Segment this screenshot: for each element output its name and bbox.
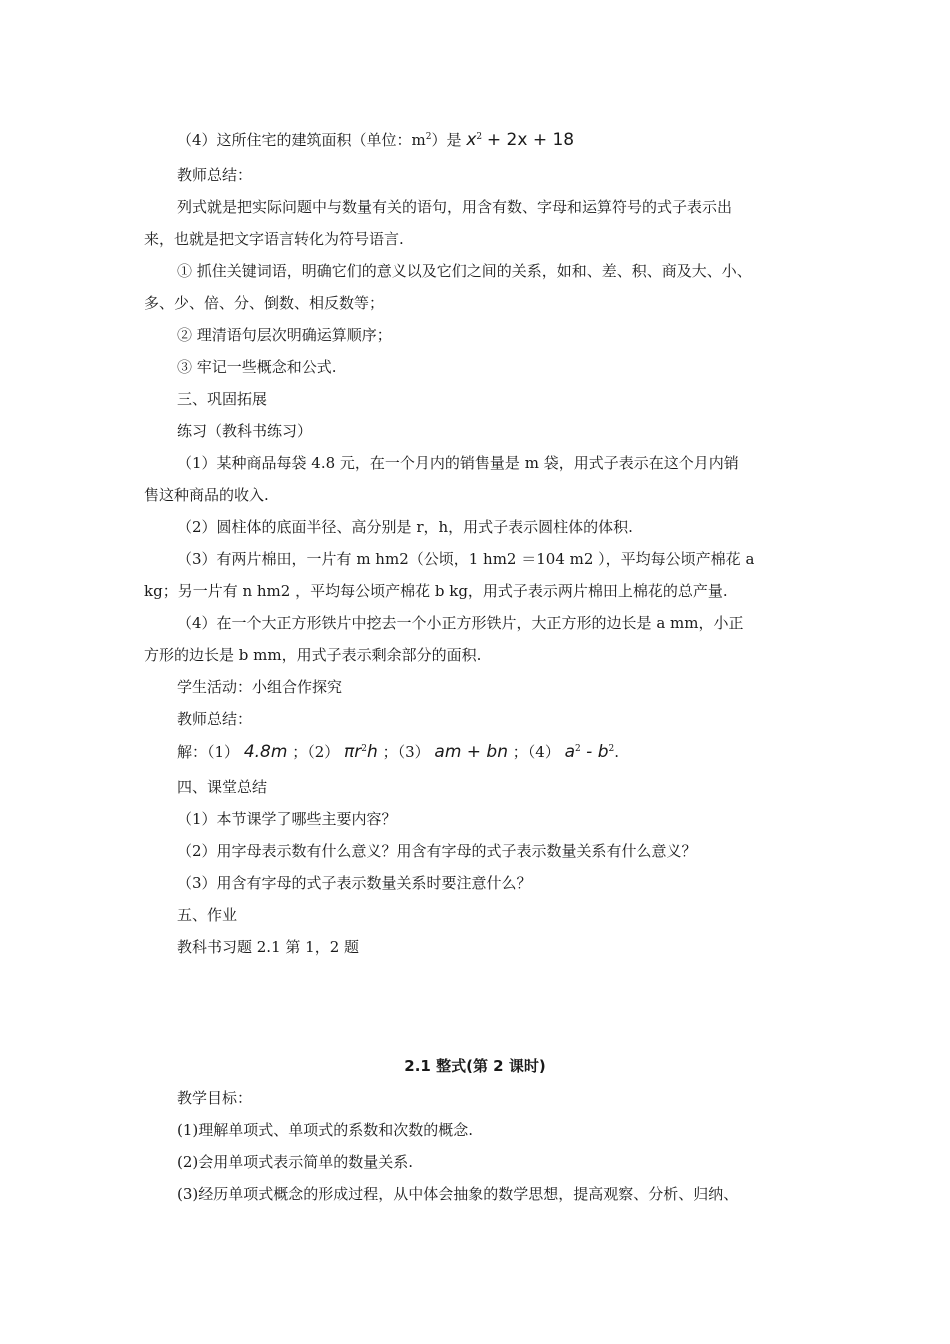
exercise-3b: kg；另一片有 n hm2 ，平均每公顷产棉花 b kg，用式子表示两片棉田上棉花的总产量. [144,582,728,600]
answers-sep-2: ；（3） [382,743,430,761]
homework: 教科书习题 2.1 第 1，2 题 [177,938,360,956]
objectives-title: 教学目标： [177,1089,253,1107]
objective-2: (2)会用单项式表示简单的数量关系. [177,1153,414,1171]
answer-2-base: πr [344,742,362,762]
objective-3: (3)经历单项式概念的形成过程，从中体会抽象的数学思想，提高观察、分析、归纳、 [177,1185,739,1203]
question-2: （2）用字母表示数有什么意义？用含有字母的式子表示数量关系有什么意义？ [177,842,697,860]
teacher-summary-label: 教师总结： [177,166,253,184]
answer-4-exp-1: 2 [575,744,581,754]
exercise-2: （2）圆柱体的底面半径、高分别是 r，h，用式子表示圆柱体的体积. [177,518,633,536]
practice-title: 练习（教科书练习） [177,422,313,440]
answer-3: am + bn [434,742,509,762]
answer-4-a: a [564,742,576,762]
expr-variable: x [466,130,477,150]
answers-sep-3: ；（4） [512,743,560,761]
objective-1: (1)理解单项式、单项式的系数和次数的概念. [177,1121,474,1139]
area-line-suffix: ）是 [431,131,462,149]
area-line-text: （4）这所住宅的建筑面积（单位：m [177,131,426,149]
exercise-4a: （4）在一个大正方形铁片中挖去一个小正方形铁片，大正方形的边长是 a mm，小正 [177,614,744,632]
answer-1: 4.8m [243,742,288,762]
answer-4-exp-2: 2 [608,744,615,754]
area-line [177,130,574,150]
exercise-1b: 售这种商品的收入. [144,486,269,504]
student-activity: 学生活动：小组合作探究 [177,678,343,696]
section-heading-3: 三、巩固拓展 [177,390,268,408]
summary-paragraph-1a: 列式就是把实际问题中与数量有关的语句，用含有数、字母和运算符号的式子表示出 [177,198,733,216]
section-heading-4: 四、课堂总结 [177,778,268,796]
teacher-summary-label-2: 教师总结： [177,710,253,728]
exercise-3a: （3）有两片棉田，一片有 m hm2（公顷，1 hm2 ＝104 m2 ），平均每公顷产棉花 a [177,550,755,568]
answers-line [177,742,619,762]
exercise-4b: 方形的边长是 b mm，用式子表示剩余部分的面积. [144,646,482,664]
answers-end: . [614,743,620,761]
summary-paragraph-3: ② 理清语句层次明确运算顺序； [177,326,392,344]
summary-paragraph-4: ③ 牢记一些概念和公式. [177,358,337,376]
section-heading-5: 五、作业 [177,906,238,924]
answer-4-b: - b [580,742,609,762]
answers-lead: 解：（1） [177,743,240,761]
expr-rest: + 2x + 18 [486,130,575,150]
question-3: （3）用含有字母的式子表示数量关系时要注意什么？ [177,874,532,892]
answers-sep-1: ；（2） [292,743,340,761]
unit-superscript: 2 [425,132,432,142]
exercise-1a: （1）某种商品每袋 4.8 元，在一个月内的销售量是 m 袋，用式子表示在这个月内销 [177,454,739,472]
summary-paragraph-2a: ① 抓住关键词语，明确它们的意义以及它们之间的关系，如和、差、积、商及大、小、 [177,262,752,280]
answer-2-exponent: 2 [361,744,368,754]
lesson-title: 2.1 整式(第 2 课时) [404,1057,546,1075]
summary-paragraph-2b: 多、少、倍、分、倒数、相反数等； [144,294,385,312]
expr-exponent: 2 [476,132,483,142]
answer-2-height: h [367,742,378,762]
summary-paragraph-1b: 来，也就是把文字语言转化为符号语言. [144,230,404,248]
question-1: （1）本节课学了哪些主要内容？ [177,810,397,828]
